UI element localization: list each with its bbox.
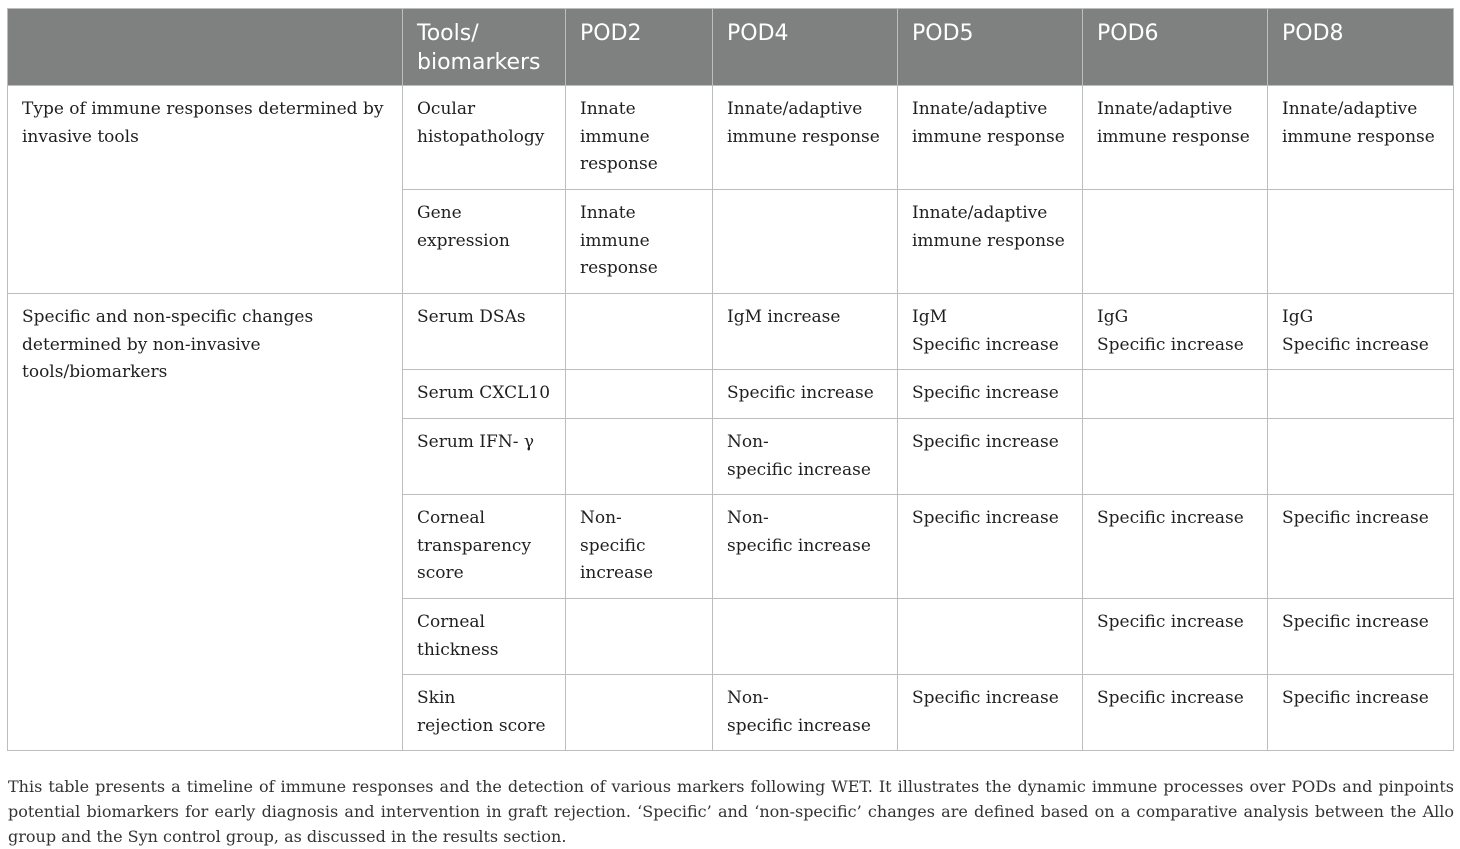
pod4-cell: Non- specific increase	[713, 495, 898, 599]
pod8-cell: Specific increase	[1268, 495, 1454, 599]
pod5-cell: Specific increase	[898, 419, 1083, 495]
header-pod8: POD8	[1268, 9, 1454, 86]
tool-cell: Gene expression	[403, 190, 566, 294]
tool-cell: Corneal transparency score	[403, 495, 566, 599]
pod4-cell: IgM increase	[713, 294, 898, 370]
pod2-cell	[566, 599, 713, 675]
pod4-cell: Non- specific increase	[713, 419, 898, 495]
pod8-cell	[1268, 419, 1454, 495]
pod2-cell	[566, 370, 713, 419]
tool-cell: Serum IFN- γ	[403, 419, 566, 495]
tool-cell: Skin rejection score	[403, 675, 566, 751]
pod2-cell	[566, 675, 713, 751]
pod4-cell: Non- specific increase	[713, 675, 898, 751]
pod8-cell: Specific increase	[1268, 599, 1454, 675]
pod5-cell: Innate/adaptive immune response	[898, 190, 1083, 294]
header-pod2: POD2	[566, 9, 713, 86]
pod2-cell: Innate immune response	[566, 86, 713, 190]
tool-cell: Serum CXCL10	[403, 370, 566, 419]
header-pod4: POD4	[713, 9, 898, 86]
tool-cell: Corneal thickness	[403, 599, 566, 675]
pod2-cell: Non- specific increase	[566, 495, 713, 599]
pod5-cell: IgM Specific increase	[898, 294, 1083, 370]
header-row	[8, 9, 1454, 86]
pod8-cell: Innate/adaptive immune response	[1268, 86, 1454, 190]
pod8-cell	[1268, 370, 1454, 419]
pod2-cell: Innate immune response	[566, 190, 713, 294]
pod5-cell: Specific increase	[898, 495, 1083, 599]
pod5-cell	[898, 599, 1083, 675]
table-row	[8, 294, 1454, 370]
immune-response-table	[7, 8, 1454, 751]
table-caption: This table presents a timeline of immune responses and the detection of various markers following WET. It illustrates the dynamic immune processes over PODs and pinpoints potential biomarkers for early diagnosis and intervention in graft rejection. ‘Specific’ and ‘non-specific’ changes are defined based on a comparative analysis between the Allo group and the Syn control group, as discussed in the results section.	[8, 777, 1454, 846]
pod4-cell: Innate/adaptive immune response	[713, 86, 898, 190]
pod6-cell: Specific increase	[1083, 599, 1268, 675]
table-container	[7, 8, 1453, 751]
header-pod6: POD6	[1083, 9, 1268, 86]
pod2-cell	[566, 419, 713, 495]
pod6-cell: IgG Specific increase	[1083, 294, 1268, 370]
pod6-cell	[1083, 370, 1268, 419]
pod5-cell: Specific increase	[898, 675, 1083, 751]
pod5-cell: Specific increase	[898, 370, 1083, 419]
pod8-cell: IgG Specific increase	[1268, 294, 1454, 370]
pod4-cell	[713, 190, 898, 294]
group-label-non-invasive: Specific and non-specific changes determined by non-invasive tools/biomarkers	[8, 294, 403, 751]
table-row	[8, 86, 1454, 190]
pod6-cell	[1083, 419, 1268, 495]
pod6-cell: Innate/adaptive immune response	[1083, 86, 1268, 190]
pod8-cell	[1268, 190, 1454, 294]
group-label-invasive: Type of immune responses determined by invasive tools	[8, 86, 403, 294]
pod6-cell	[1083, 190, 1268, 294]
pod2-cell	[566, 294, 713, 370]
header-tools-biomarkers: Tools/ biomarkers	[403, 9, 566, 86]
pod6-cell: Specific increase	[1083, 675, 1268, 751]
header-pod5: POD5	[898, 9, 1083, 86]
tool-cell: Ocular histopathology	[403, 86, 566, 190]
header-category	[8, 9, 403, 86]
pod8-cell: Specific increase	[1268, 675, 1454, 751]
pod4-cell: Specific increase	[713, 370, 898, 419]
pod5-cell: Innate/adaptive immune response	[898, 86, 1083, 190]
tool-cell: Serum DSAs	[403, 294, 566, 370]
pod6-cell: Specific increase	[1083, 495, 1268, 599]
pod4-cell	[713, 599, 898, 675]
